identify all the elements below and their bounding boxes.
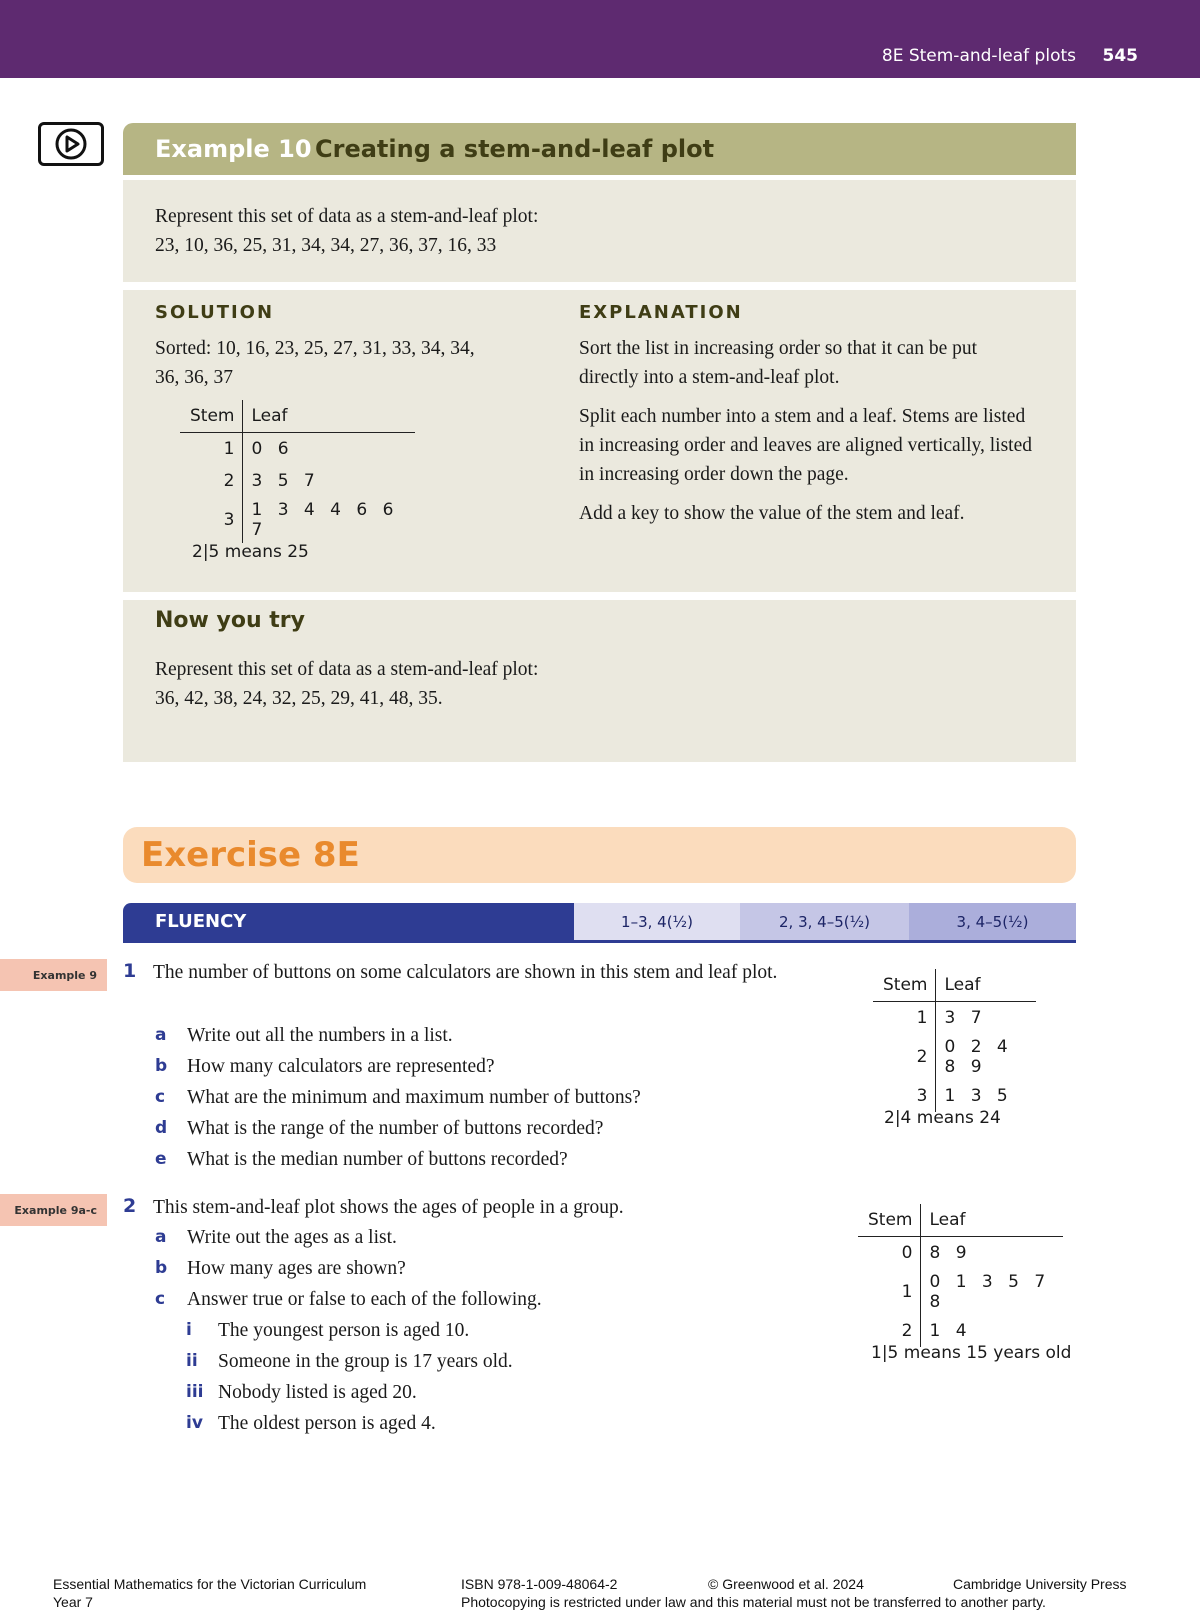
example-title: Creating a stem-and-leaf plot — [315, 135, 715, 163]
part-text: How many calculators are represented? — [187, 1056, 495, 1077]
leaf-cell: 1 4 — [929, 1321, 972, 1341]
stem-cell: 0 — [858, 1237, 921, 1270]
example-problem-panel — [123, 180, 1076, 282]
try-line: Represent this set of data as a stem-and-leaf plot: — [155, 659, 539, 680]
footer-book-year: Year 7 — [53, 1594, 93, 1610]
footer-book — [53, 1575, 366, 1611]
path-cell-3: 3, 4–5(½) — [909, 903, 1076, 940]
part-text: Answer true or false to each of the following. — [187, 1289, 542, 1310]
q1-stem-leaf-plot — [873, 969, 1036, 1112]
explanation-label: EXPLANATION — [579, 302, 743, 323]
stem-header: Stem — [180, 400, 243, 433]
stem-cell: 3 — [873, 1080, 936, 1112]
part-text: Write out all the numbers in a list. — [187, 1025, 453, 1046]
leaf-header: Leaf — [936, 969, 1037, 1002]
page-number: 545 — [1102, 46, 1138, 66]
now-you-try-panel — [123, 600, 1076, 762]
stem-cell: 2 — [180, 465, 243, 497]
part-label: e — [155, 1149, 167, 1169]
subpart-label: ii — [186, 1351, 198, 1371]
leaf-header: Leaf — [243, 400, 416, 433]
problem-data: 23, 10, 36, 25, 31, 34, 34, 27, 36, 37, 16, 33 — [155, 235, 497, 256]
video-play-icon[interactable] — [38, 122, 104, 166]
part-text: How many ages are shown? — [187, 1258, 406, 1279]
example-reference-badge[interactable]: Example 9 — [0, 959, 107, 991]
stem-header: Stem — [858, 1204, 921, 1237]
explanation-paragraph: Add a key to show the value of the stem and leaf. — [579, 503, 965, 524]
sorted-line: Sorted: 10, 16, 23, 25, 27, 31, 33, 34, 34, — [155, 338, 475, 359]
leaf-cell: 3 7 — [944, 1008, 987, 1028]
q2-stem-leaf-plot — [858, 1204, 1063, 1347]
part-label: b — [155, 1056, 168, 1076]
explanation-paragraph: Sort the list in increasing order so that it can be put directly into a stem-and-leaf plot. — [579, 338, 978, 388]
subpart-label: i — [186, 1320, 192, 1340]
leaf-cell: 3 5 7 — [251, 471, 320, 491]
now-you-try-title: Now you try — [155, 608, 305, 633]
plot-key: 2|5 means 25 — [192, 542, 309, 562]
stem-cell: 1 — [858, 1269, 921, 1315]
question-text: This stem-and-leaf plot shows the ages of people in a group. — [153, 1197, 624, 1218]
sorted-line: 36, 36, 37 — [155, 367, 233, 388]
stem-cell: 2 — [873, 1034, 936, 1080]
part-label: c — [155, 1289, 166, 1309]
subpart-text: The youngest person is aged 10. — [218, 1320, 470, 1341]
leaf-cell: 0 6 — [251, 439, 294, 459]
part-text: What is the median number of buttons recorded? — [187, 1149, 568, 1170]
exercise-heading — [123, 827, 1076, 883]
subpart-text: Someone in the group is 17 years old. — [218, 1351, 513, 1372]
explanation-text — [579, 334, 1039, 528]
part-label: d — [155, 1118, 168, 1138]
leaf-cell: 8 9 — [929, 1243, 972, 1263]
stem-cell: 1 — [873, 1002, 936, 1035]
path-cell-2: 2, 3, 4–5(½) — [740, 903, 909, 940]
fluency-label-cell — [123, 903, 574, 940]
path-cell-1: 1–3, 4(½) — [574, 903, 740, 940]
leaf-header: Leaf — [921, 1204, 1064, 1237]
exercise-title: Exercise 8E — [141, 835, 360, 875]
footer-copyright: © Greenwood et al. 2024 — [708, 1576, 864, 1592]
example-number: Example 10 — [155, 135, 312, 163]
solution-panel — [123, 290, 1076, 592]
part-text: What is the range of the number of buttons recorded? — [187, 1118, 604, 1139]
stem-cell: 1 — [180, 433, 243, 466]
plot-key: 2|4 means 24 — [884, 1108, 1001, 1128]
subpart-text: The oldest person is aged 4. — [218, 1413, 436, 1434]
subpart-label: iv — [186, 1413, 203, 1433]
question-number: 2 — [123, 1195, 137, 1217]
play-icon — [54, 127, 88, 161]
section-title: 8E Stem-and-leaf plots — [881, 46, 1076, 66]
footer-publisher: Cambridge University Press — [953, 1576, 1127, 1592]
solution-label: SOLUTION — [155, 302, 275, 323]
footer-notice: Photocopying is restricted under law and this material must not be transferred to another party. — [461, 1594, 1046, 1610]
explanation-paragraph: Split each number into a stem and a leaf. Stems are listed in increasing order and leaves are aligned vertically, listed in increasing order down the page. — [579, 406, 1033, 485]
subpart-label: iii — [186, 1382, 204, 1402]
part-label: a — [155, 1227, 167, 1247]
problem-text — [155, 202, 538, 260]
question-text: The number of buttons on some calculators are shown in this stem and leaf plot. — [153, 962, 778, 983]
example-stem-leaf-plot — [180, 400, 415, 543]
part-label: a — [155, 1025, 167, 1045]
fluency-bar — [123, 903, 1076, 943]
leaf-cell: 1 3 4 4 6 6 7 — [251, 500, 399, 540]
problem-line: Represent this set of data as a stem-and-leaf plot: — [155, 206, 539, 227]
example-heading — [123, 123, 1076, 175]
part-text: What are the minimum and maximum number of buttons? — [187, 1087, 641, 1108]
stem-cell: 3 — [180, 497, 243, 543]
plot-key: 1|5 means 15 years old — [871, 1343, 1072, 1363]
part-text: Write out the ages as a list. — [187, 1227, 397, 1248]
example-reference-badge[interactable]: Example 9a-c — [0, 1194, 107, 1226]
now-you-try-text — [155, 655, 538, 713]
footer-book-title: Essential Mathematics for the Victorian Curriculum — [53, 1576, 367, 1592]
leaf-cell: 0 2 4 8 9 — [944, 1037, 1013, 1077]
page-header — [0, 0, 1200, 78]
sorted-list — [155, 334, 555, 392]
fluency-label: FLUENCY — [155, 911, 247, 932]
part-label: c — [155, 1087, 166, 1107]
footer-isbn: ISBN 978-1-009-48064-2 — [461, 1576, 618, 1592]
part-label: b — [155, 1258, 168, 1278]
stem-header: Stem — [873, 969, 936, 1002]
leaf-cell: 0 1 3 5 7 8 — [929, 1272, 1051, 1312]
leaf-cell: 1 3 5 — [944, 1086, 1013, 1106]
stem-cell: 2 — [858, 1315, 921, 1347]
subpart-text: Nobody listed is aged 20. — [218, 1382, 417, 1403]
try-data: 36, 42, 38, 24, 32, 25, 29, 41, 48, 35. — [155, 688, 443, 709]
question-number: 1 — [123, 960, 137, 982]
